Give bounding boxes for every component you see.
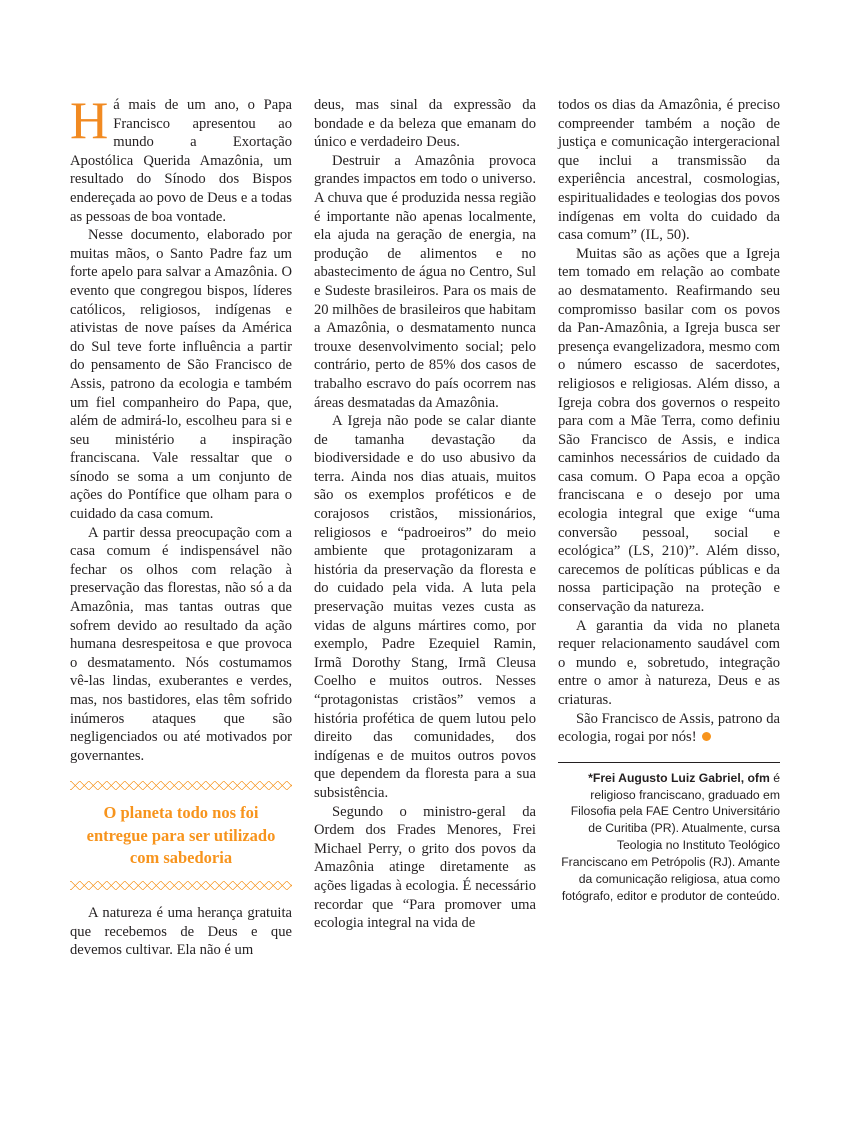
paragraph: A partir dessa preocupação com a casa comum é indispensável não fechar os olhos com relação à preservação das florestas, não só a da Amazônia, mas tantas outras que sofrem devido ao resultado da ação humana desrespeitosa e que provoca o desmatamento. Nós costumamos vê-las lindas, exuberantes e verdes, mas, nos bastidores, elas têm sofrido inúmeros ataques que são negligenciados ou até motivados por governantes. [70, 524, 292, 764]
author-name: *Frei Augusto Luiz Gabriel, ofm [588, 770, 770, 785]
end-of-article-dot [702, 732, 711, 741]
paragraph-final [558, 710, 780, 747]
pull-quote-text: O planeta todo nos foi entregue para ser utilizado com sabedoria [86, 803, 276, 867]
pull-quote-rule-bottom [70, 881, 292, 890]
author-bio [558, 762, 780, 905]
bio-divider [558, 762, 780, 763]
paragraph: A Igreja não pode se calar diante de tamanha devastação da biodiversidade e do uso abusivo da terra. Ainda nos dias atuais, muitos são os exemplos proféticos e de corajosos cristãos, missionários, religiosos e “padroeiros” do meio ambiente que protagonizaram a história da preservação da floresta e do cuidado pela vida. A luta pela preservação muitas vezes custa as vidas de alguns mártires como, por exemplo, Padre Ezequiel Ramin, Irmã Dorothy Stang, Irmã Cleusa Coelho e muitos outros. Nesses “protagonistas cristãos” vemos a história profética de quem lutou pelo direito das comunidades, dos indígenas e de muitos outros povos que dependem da floresta para a sua subsistência. [314, 413, 536, 801]
drop-cap: H [70, 92, 109, 150]
article-column-2 [314, 96, 536, 960]
paragraph: Destruir a Amazônia provoca grandes impactos em todo o universo. A chuva que é produzida nessa região é importante não apenas localmente, ela ajuda na geração de energia, na produção de alimentos e no abastecimento de água no Centro, Sul e Sudeste brasileiros. Para os mais de 20 milhões de brasileiros que habitam a Amazônia, o desmatamento nunca trouxe desenvolvimento social; pelo contrário, perto de 85% dos casos de trabalho escravo do país ocorrem nas áreas desmatadas da Amazônia. [314, 152, 536, 411]
author-description: é religioso franciscano, graduado em Filosofia pela FAE Centro Universitário de Curitiba (PR). Atualmente, cursa Teologia no Instituto Teológico Franciscano em Petrópolis (RJ). Amante da comunicação religiosa, atua como fotógrafo, editor e produtor de conteúdo. [561, 770, 780, 903]
paragraph-text: São Francisco de Assis, patrono da ecologia, rogai por nós! [558, 710, 780, 746]
paragraph: Segundo o ministro-geral da Ordem dos Frades Menores, Frei Michael Perry, o grito dos povos da Amazônia atinge diretamente as ações ligadas à ecologia. É necessário recordar que “Para promover uma ecologia integral na vida de [314, 803, 536, 932]
article-column-1 [70, 92, 292, 960]
paragraph: deus, mas sinal da expressão da bondade e da beleza que emanam do único e verdadeiro Deus. [314, 97, 536, 151]
paragraph: A natureza é uma herança gratuita que recebemos de Deus e que devemos cultivar. Ela não é um [70, 905, 292, 959]
paragraph-text: á mais de um ano, o Papa Francisco apresentou ao mundo a Exortação Apostólica Querida Amazônia, um resultado do Sínodo dos Bispos endereçada ao povo de Deus e a todas as pessoas de boa vontade. [70, 97, 292, 225]
pull-quote [70, 781, 292, 890]
paragraph: A garantia da vida no planeta requer relacionamento saudável com o mundo e, sobretudo, integração entre o amor à natureza, Deus e as criaturas. [558, 617, 780, 708]
article-column-3 [558, 96, 780, 960]
paragraph [70, 92, 292, 226]
pull-quote-rule-top [70, 781, 292, 790]
paragraph: Nesse documento, elaborado por muitas mãos, o Santo Padre faz um forte apelo para salvar a Amazônia. O evento que congregou bispos, líderes católicos, religiosos, indígenas e ativistas de nove países da América do Sul teve forte influência a partir do pensamento de São Francisco de Assis, patrono da ecologia e também um fiel companheiro do Papa, que, além de admirá-lo, escolheu para si e seu ministério a inspiração franciscana. Vale ressaltar que o sínodo se soma a um conjunto de ações do Pontífice que olham para o cuidado da casa comum. [70, 227, 292, 523]
paragraph: Muitas são as ações que a Igreja tem tomado em relação ao combate ao desmatamento. Reafirmando seu compromisso basilar com os povos da Pan-Amazônia, a Igreja busca ser presença evangelizadora, mesmo com o número escasso de sacerdotes, religiosos e religiosas. Além disso, a Igreja cobra dos governos o respeito para com a Mãe Terra, como definiu São Francisco de Assis, e indica caminhos necessários de cuidado da casa comum. O Papa ecoa a opção franciscana e o desejo por uma ecologia integral que exige “uma conversão pessoal, social e ecológica” (LS, 210)”. Além disso, carecemos de políticas públicas e da nossa participação na proteção e conservação da natureza. [558, 245, 780, 616]
paragraph: todos os dias da Amazônia, é preciso compreender também a noção de justiça e comunicação intergeracional que inclui a transmissão da experiência ancestral, cosmologias, espiritualidades e teologias dos povos indígenas em volta do cuidado da casa comum” (IL, 50). [558, 97, 780, 244]
article-columns [70, 92, 782, 960]
